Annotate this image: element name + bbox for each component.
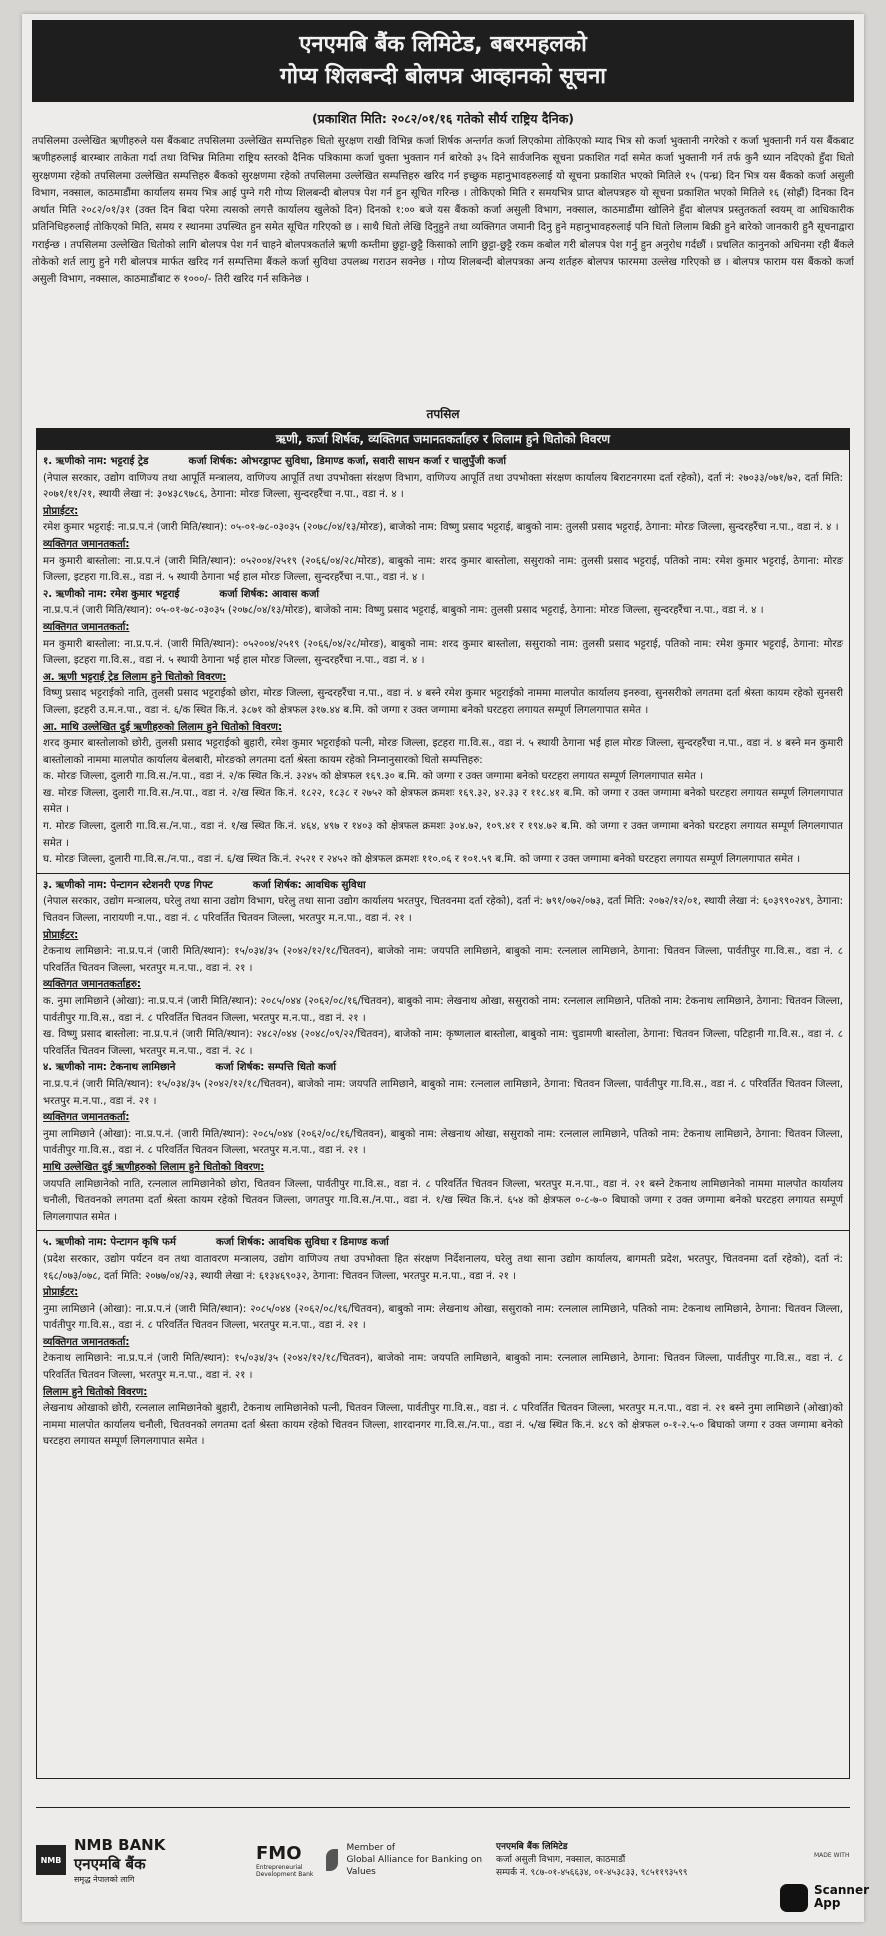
loan-1: कर्जा शिर्षक: ओभरड्राफ्ट सुविधा, डिमाण्ड कर्जा, सवारी साधन कर्जा र चालुपुँजी कर्जा xyxy=(188,456,507,467)
loan-4: कर्जा शिर्षक: सम्पत्ति धितो कर्जा xyxy=(215,1062,336,1074)
proprietor-5: नुमा लामिछाने (ओखा): ना.प्र.प.नं (जारी मिति/स्थान): २०८५/०४४ (२०६२/०८/१६/चितवन), बाबुको नाम: लेखनाथ ओखा, ससुराको नाम: रत्नलाल लामिछाने, पतिको नाम: टेकनाथ लामिछाने, ठेगाना: चितवन जिल्ला, पार्वतीपुर गा.वि.स., वडा नं. ८ परिवर्तित चितवन जिल्ला, भरतपुर म.न.पा., वडा नं. २१ । xyxy=(43,1303,843,1332)
published-date: (प्रकाशित मिति: २०८२/०१/१६ गतेको सौर्य राष्ट्रिय दैनिक) xyxy=(311,111,575,126)
proprietor-1: रमेश कुमार भट्टराई: ना.प्र.प.नं (जारी मिति/स्थान): ०५-०१-७८-०३०३५ (२०७८/०४/१३/मोरङ), बाजेको नाम: विष्णु प्रसाद भट्टराई, बाबुको नाम: तुलसी प्रसाद भट्टराई, ठेगाना: मोरङ जिल्ला, सुन्दरहरैंचा न.पा., वडा नं. ४ । xyxy=(43,522,839,534)
scanner-app-name: Scanner App xyxy=(814,1883,869,1910)
intro-paragraph: तपसिलमा उल्लेखित ऋणीहरुले यस बैंकबाट तपसिलमा उल्लेखित सम्पत्तिहरु धितो सुरक्षण राखी विभिन्न कर्जा शिर्षक अन्तर्गत कर्जा लिएकोमा तोकिएको म्याद भित्र सो कर्जा भुक्तानी नगरेको र कर्जा भुक्तानी गर्न यस बैंकबाट ऋणीहरुलाई बारम्बार ताकेता गर्दा तथा विभिन्न मितिमा राष्ट्रिय स्तरको दैनिक पत्रिकामा कर्जा चुक्ता भुक्तान गर्न बारेको ३५ दिने सार्वजनिक सूचना प्रकाशित गर्दा समेत कर्जा भुक्तानी गर्न तर्फ कुनै ध्यान नदिएको हुँदा धितो सुरक्षणमा रहेको तपसिलमा उल्लेखित सम्पत्तिहरु बैंकको सुरक्षणमा रहेको तपसिलमा उल्लेखित सम्पत्तिहरु खरिद गर्न इच्छुक महानुभावहरुलाई यो सूचना प्रकाशित भएको मितिले १५ (पन्ध्र) दिन भित्र यस बैंकको कर्जा असुली विभाग, नक्साल, काठमाडौंमा कार्यालय समय भित्र आई पुग्ने गरी गोप्य शिलबन्दी बोलपत्र पेश गर्न हुन सूचित गरिन्छ । तोकिएको मिति र समयभित्र प्राप्त बोलपत्रहरु यो सूचना प्रकाशित भएको मितिले १६ (सोह्रौं) दिनका दिन अर्थात मिति २०८२/०१/३१ (उक्त दिन बिदा परेमा त्यसको लगत्तै कार्यालय खुलेको दिन) दिनको १:०० बजे यस बैंकको कर्जा असुली विभाग, नक्साल, काठमाडौंमा खोलिने हुँदा बोलपत्र प्रस्तुतकर्ता स्वयम् वा आधिकारीक प्रतिनिधिहरुलाई तोकिएको मिति, समय र स्थानमा उपस्थित हुन समेत सूचित गरिएको छ । साथै धितो लेखि दिनुहुने तथा व्यक्तिगत जमानी दिनु हुने महानुभावहरुलाई पनि धितो लिलाम बिक्री हुने बारेको जानकारी हुनै सूचनाद्वारा गराईन्छ । तपसिलमा उल्लेखित धितोको लागि बोलपत्र पेश गर्न चाहने बोलपत्रकर्ताले ऋणी कम्तीमा छुट्टा-छुट्टै किसाको लागि छुट्टा-छुट्टै रकम कबोल गरी बोलपत्र पेश गर्नु हुन अनुरोध गर्दछौं । प्रचलित कानुनको अधिनमा रही बैंकले तोकेको शर्त लागु हुने गरी बोलपत्र मार्फत खरिद गर्न सम्पत्तिमा बैंकले कर्जा सुविधा उपलब्ध गराउन सक्नेछ । गोप्य शिलबन्दी बोलपत्रका अन्य शर्तहरु बोलपत्र फारममा उल्लेख गरिएको छ । बोलपत्र फाराम यस बैंकको कर्जा असुली विभाग, नक्साल, काठमाडौंबाट रु १०००/- तिरी खरिद गर्न सकिनेछ । xyxy=(32,136,854,286)
nmb-name-en: NMB BANK xyxy=(74,1835,166,1854)
guarantor-h-3: व्यक्तिगत जमानतकर्ताहरु: xyxy=(43,979,141,991)
gabv-block xyxy=(326,1842,496,1878)
tapsil-heading: तपसिल xyxy=(426,407,460,421)
guarantor-2: मन कुमारी बास्तोला: ना.प्र.प.नं. (जारी मिति/स्थान): ०५२००४/२५१९ (२०६६/०४/२८/मोरङ), बाबुको नाम: शरद कुमार बास्तोला, ससुराको नाम: तुलसी प्रसाद भट्टराई, पतिको नाम: रमेश कुमार भट्टराई, ठेगाना: मोरङ जिल्ला, इटहरा गा.वि.स., वडा नं. ५ स्थायी ठेगाना भई हाल मोरङ जिल्ला, सुन्दरहरैंचा न.पा., वडा नं. ४ । xyxy=(43,638,843,667)
contact-phone: सम्पर्क नं. ९८७-०१-४५६६३४, ०१-४५३८३३, ९८५११९३५९९ xyxy=(496,1867,688,1878)
borrower-5: ५. ऋणीको नाम: पेन्टागन कृषि फर्म xyxy=(43,1237,176,1249)
collat-item-ga: ग. मोरङ जिल्ला, दुलारी गा.वि.स./न.पा., वडा नं. १/ख स्थित कि.नं. ४६४, ४९७ र १४०३ को क्षेत्रफल क्रमशः ३०४.७२, १०९.४१ र १९४.७२ ब.मि. को जग्गा र उक्त जग्गामा बनेको घरटहरा लगायत सम्पूर्ण लिगलगापात समेत । xyxy=(43,821,843,849)
scanner-made-with: MADE WITH xyxy=(814,1852,850,1859)
title-band xyxy=(32,20,854,102)
nmb-tagline: समृद्ध नेपालको लागि xyxy=(74,1874,135,1884)
guarantor-h-1: व्यक्तिगत जमानतकर्ता: xyxy=(43,538,130,550)
guarantor-5: टेकनाथ लामिछाने: ना.प्र.प.नं (जारी मिति/स्थान): १५/०३४/३५ (२०४२/१२/१८/चितवन), बाजेको नाम: जयपति लामिछाने, बाबुको नाम: रत्नलाल लामिछाने, ठेगाना: चितवन जिल्ला, पार्वतीपुर गा.वि.स., वडा नं. ८ परिवर्तित चितवन जिल्ला, भरतपुर म.न.पा., वडा नं. २१ । xyxy=(43,1353,843,1382)
proprietor-h-3: प्रोप्राईटर: xyxy=(43,929,79,941)
guarantor-4: नुमा लामिछाने (ओखा): ना.प्र.प.नं. (जारी मिति/स्थान): २०८५/०४४ (२०६२/०८/१६/चितवन), बाबुको नाम: लेखनाथ ओखा, ससुराको नाम: रत्नलाल लामिछाने, पतिको नाम: टेकनाथ लामिछाने, ठेगाना: चितवन जिल्ला, पार्वतीपुर गा.वि.स., वडा नं. ८ परिवर्तित चितवन जिल्ला, भरतपुर म.न.पा., वडा नं. २१ । xyxy=(43,1128,843,1157)
fmo-logo xyxy=(256,1843,326,1878)
guarantor-1: मन कुमारी बास्तोला: ना.प्र.प.नं (जारी मिति/स्थान): ०५२००४/२५१९ (२०६६/०४/२८/मोरङ), बाबुको नाम: शरद कुमार बास्तोला, ससुराको नाम: तुलसी प्रसाद भट्टराई, पतिको नाम: रमेश कुमार भट्टराई, ठेगाना: मोरङ जिल्ला, इटहरा गा.वि.स., वडा नं. ५ स्थायी ठेगाना भई हाल मोरङ जिल्ला, सुन्दरहरैंचा न.पा., वडा नं. ४ । xyxy=(43,555,843,584)
reg-3: (नेपाल सरकार, उद्योग मन्त्रालय, घरेलु तथा साना उद्योग विभाग, घरेलु तथा साना उद्योग कार्यालय भरतपुर, चितवनमा दर्ता रहेको), दर्ता नं: ७९१/०७२/०७३, दर्ता मिति: २०७२/१२/०१, स्थायी लेखा नं: ६०३९९०२४९, ठेगाना: चितवन जिल्ला, नारायणी न.पा., वडा नं. ८ परिवर्तित चितवन जिल्ला, भरतपुर म.न.पा., वडा नं. २१ । xyxy=(43,896,843,925)
separator xyxy=(37,873,849,874)
nmb-bank-logo-block xyxy=(36,1836,256,1885)
collat-h-4: माथि उल्लेखित दुई ऋणीहरुको लिलाम हुने धितोको विवरण: xyxy=(43,1161,265,1173)
collat-item-gha: घ. मोरङ जिल्ला, दुलारी गा.वि.स./न.पा., वडा नं. ६/ख स्थित कि.नं. २५२१ र २४५२ को क्षेत्रफल क्रमशः ११०.०६ र १०१.५९ ब.मि. को जग्गा र उक्त जग्गामा बनेको घरटहरा लगायत सम्पूर्ण लिगलगापात समेत । xyxy=(43,854,801,866)
borrower-2: २. ऋणीको नाम: रमेश कुमार भट्टराई xyxy=(43,588,180,600)
gabv-leaf-icon xyxy=(326,1849,338,1871)
loan-3: कर्जा शिर्षक: आवधिक सुविधा xyxy=(252,879,366,891)
proprietor-h-5: प्रोप्राईटर: xyxy=(43,1287,79,1299)
title-line-1: एनएमबि बैंक लिमिटेड, बबरमहलको xyxy=(299,32,587,57)
fmo-name: FMO xyxy=(256,1842,302,1864)
contact-bank: एनएमबि बैंक लिमिटेड xyxy=(496,1841,568,1852)
collat-4: जयपति लामिछानेको नाति, रत्नलाल लामिछानेको छोरा, चितवन जिल्ला, पार्वतीपुर गा.वि.स., वडा नं. ८ परिवर्तित चितवन जिल्ला, भरतपुर म.न.पा., वडा नं. २१ बस्ने टेकनाथ लामिछानेको नाममा मालपोत कार्यालय चनौली, चितवनको लगतमा दर्ता श्रेस्ता कायम रहेको चितवन जिल्ला, जगतपुर गा.वि.स./न.पा., वडा नं. १/ख स्थित कि.नं. ६५४ को क्षेत्रफल ०-८-७-० बिघाको जग्गा र उक्त जग्गामा बनेको घरटहरा लगायत सम्पूर्ण लिगलगापात समेत । xyxy=(43,1178,843,1223)
separator xyxy=(37,1230,849,1231)
collat-a-h: अ. ऋणी भट्टराई ट्रेड लिलाम हुने धितोको विवरण: xyxy=(43,671,227,683)
details-box xyxy=(36,450,850,1779)
guarantor-3-ka: क. नुमा लामिछाने (ओखा): ना.प्र.प.नं (जारी मिति/स्थान): २०८५/०४४ (२०६२/०८/१६/चितवन), बाबुको नाम: लेखनाथ ओखा, ससुराको नाम: रत्नलाल लामिछाने, पतिको नाम: टेकनाथ लामिछाने, ठेगाना: चितवन जिल्ला, पार्वतीपुर गा.वि.स., वडा नं. ८ परिवर्तित चितवन जिल्ला, भरतपुर म.न.पा., वडा नं. २१ । xyxy=(43,996,843,1024)
borrower-1: १. ऋणीको नाम: भट्टराई ट्रेड xyxy=(43,456,149,467)
borrower-3: ३. ऋणीको नाम: पेन्टागन स्टेशनरी एण्ड गिफ्ट xyxy=(43,879,213,891)
notice-paper xyxy=(22,14,864,1922)
collat-item-ka: क. मोरङ जिल्ला, दुलारी गा.वि.स./न.पा., वडा नं. २/क स्थित कि.नं. ३२४५ को क्षेत्रफल १६९.३० ब.मि. को जग्गा र उक्त जग्गामा बनेको घरटहरा लगायत सम्पूर्ण लिगलगापात समेत । xyxy=(43,771,704,783)
nmb-logo-icon: NMB xyxy=(36,1845,66,1875)
footer xyxy=(36,1807,850,1912)
guarantor-h-2: व्यक्तिगत जमानतकर्ता: xyxy=(43,621,130,633)
gabv-name: Global Alliance for Banking on Values xyxy=(346,1855,483,1877)
member-of-label: Member of xyxy=(346,1843,396,1853)
reg-2: ना.प्र.प.नं (जारी मिति/स्थान): ०५-०१-७८-०३०३५ (२०७८/०४/१३/मोरङ), बाजेको नाम: विष्णु प्रसाद भट्टराई, बाबुको नाम: तुलसी प्रसाद भट्टराई, ठेगाना: मोरङ जिल्ला, सुन्दरहरैंचा न.पा., वडा नं. ४ । xyxy=(43,605,764,617)
fmo-sub: Entrepreneurial Development Bank xyxy=(256,1863,314,1878)
collat-h-5: लिलाम हुने धितोको विवरण: xyxy=(43,1386,148,1398)
collat-b: शरद कुमार बास्तोलाको छोरी, तुलसी प्रसाद भट्टराईको बुहारी, रमेश कुमार भट्टराईको पत्नी, मोरङ जिल्ला, इटहरा गा.वि.स., वडा नं. ५ स्थायी ठेगाना भई हाल मोरङ जिल्ला, सुन्दरहरैंचा न.पा., वडा नं. ४ बस्ने मन कुमारी बास्तोलाको नाममा मालपोत कार्यालय बेलबारी, मोरङको लगतमा दर्ता श्रेस्ता कायम रहेको निम्नानुसारको धितो सम्पत्तिहरु: xyxy=(43,738,843,766)
collat-5: लेखनाथ ओखाको छोरी, रत्नलाल लामिछानेको बुहारी, टेकनाथ लामिछानेको पत्नी, चितवन जिल्ला, पार्वतीपुर गा.वि.स., वडा नं. ८ परिवर्तित चितवन जिल्ला, भरतपुर म.न.पा., वडा नं. २१ बस्ने नुमा लामिछाने (ओखा)को नाममा मालपोत कार्यालय चनौली, चितवनको लगतमा दर्ता श्रेस्ता कायम रहेको चितवन जिल्ला, शारदानगर गा.वि.स./न.पा., वडा नं. ५/ख स्थित कि.नं. ४८९ को क्षेत्रफल ०-१-२.५-० बिघाको जग्गा र उक्त जग्गामा बनेको घरटहरा लगायत सम्पूर्ण लिगलगापात समेत । xyxy=(43,1403,843,1448)
loan-5: कर्जा शिर्षक: आवधिक सुविधा र डिमाण्ड कर्जा xyxy=(215,1237,389,1249)
guarantor-h-4: व्यक्तिगत जमानतकर्ता: xyxy=(43,1112,130,1124)
reg-4: ना.प्र.प.नं (जारी मिति/स्थान): १५/०३४/३५ (२०४२/१२/१८/चितवन), बाजेको नाम: जयपति लामिछाने, बाबुको नाम: रत्नलाल लामिछाने, ठेगाना: चितवन जिल्ला, पार्वतीपुर गा.वि.स., वडा नं. ८ परिवर्तित चितवन जिल्ला, भरतपुर म.न.पा., वडा नं. २१ । xyxy=(43,1078,843,1107)
collat-b-h: आ. माथि उल्लेखित दुई ऋणीहरुको लिलाम हुने धितोको विवरण: xyxy=(43,721,283,733)
guarantor-h-5: व्यक्तिगत जमानतकर्ता: xyxy=(43,1336,130,1348)
title-line-2: गोप्य शिलबन्दी बोलपत्र आव्हानको सूचना xyxy=(279,64,606,89)
loan-2: कर्जा शिर्षक: आवास कर्जा xyxy=(219,588,320,600)
collat-item-kha: ख. मोरङ जिल्ला, दुलारी गा.वि.स./न.पा., वडा नं. २/ख स्थित कि.नं. १८२२, १८३८ र २७५२ को क्षेत्रफल क्रमशः १६९.३२, ४२.३३ र ११८.४१ ब.मि. को जग्गा र उक्त जग्गामा बनेको घरटहरा लगायत सम्पूर्ण लिगलगापात समेत । xyxy=(43,787,843,816)
guarantor-3-kha: ख. विष्णु प्रसाद बास्तोला: ना.प्र.प.नं (जारी मिति/स्थान): २४८२/०४४ (२०४८/०९/२२/चितवन), बाजेको नाम: कृष्णलाल बास्तोला, बाबुको नाम: चुडामणी बास्तोला, ठेगाना: चितवन जिल्ला, पटिहानी गा.वि.स., वडा नं. ८ परिवर्तित चितवन जिल्ला, भरतपुर म.न.पा., वडा नं. २८ । xyxy=(43,1029,843,1057)
proprietor-h-1: प्रोप्राईटर: xyxy=(43,505,79,517)
proprietor-3: टेकनाथ लामिछाने: ना.प्र.प.नं (जारी मिति/स्थान): १५/०३४/३५ (२०४२/१२/१८/चितवन), बाजेको नाम: जयपति लामिछाने, बाबुको नाम: रत्नलाल लामिछाने, ठेगाना: चितवन जिल्ला, पार्वतीपुर गा.वि.स., वडा नं. ८ परिवर्तित चितवन जिल्ला, भरतपुर म.न.पा., वडा नं. २१ । xyxy=(43,946,843,974)
reg-5: (प्रदेश सरकार, उद्योग पर्यटन वन तथा वातावरण मन्त्रालय, उद्योग वाणिज्य तथा उपभोक्ता हित संरक्षण निर्देशनालय, घरेलु तथा साना उद्योग कार्यालय, बागमती प्रदेश, भरतपुर, चितवनमा दर्ता रहेको), दर्ता नं: १६८/०७३/०७८, दर्ता मिति: २०७७/०४/२३, स्थायी लेखा नं: ६१३४६९०३२, ठेगाना: चितवन जिल्ला, भरतपुर म.न.पा., वडा नं. २१ । xyxy=(43,1253,843,1282)
collat-a: विष्णु प्रसाद भट्टराईको नाति, तुलसी प्रसाद भट्टराईको छोरा, मोरङ जिल्ला, सुन्दरहरैंचा न.पा., वडा नं. ४ बस्ने रमेश कुमार भट्टराईको नाममा मालपोत कार्यालय इनरुवा, सुनसरीको लगतमा दर्ता श्रेस्ता कायम रहेको सुनसरी जिल्ला, इटहरी उ.म.न.पा., वडा नं. ६/क स्थित कि.नं. ३८७१ को क्षेत्रफल ३१७.४४ ब.मि. को जग्गा र उक्त जग्गामा बनेको घरटहरा लगायत सम्पूर्ण लिगलगापात समेत । xyxy=(43,688,843,716)
scanner-app-icon xyxy=(780,1884,808,1912)
nmb-name-np: एनएमबि बैंक xyxy=(74,1854,146,1873)
borrower-4: ४. ऋणीको नाम: टेकनाथ लामिछाने xyxy=(43,1062,176,1074)
contact-dept: कर्जा असुली विभाग, नक्साल, काठमाडौं xyxy=(496,1854,626,1865)
detail-header: ऋणी, कर्जा शिर्षक, व्यक्तिगत जमानतकर्ताहरु र लिलाम हुने धितोको विवरण xyxy=(36,428,850,450)
scanner-app-watermark xyxy=(780,1852,876,1912)
reg-1: (नेपाल सरकार, उद्योग वाणिज्य तथा आपूर्ति मन्त्रालय, वाणिज्य आपूर्ति तथा उपभोक्ता संरक्षण विभाग, वाणिज्य आपूर्ति तथा उपभोक्ता संरक्षण कार्यालय बिराटनगरमा दर्ता रहेको), दर्ता नं: २७०३३/०७१/७२, दर्ता मिति: २०७१/११/२१, स्थायी लेखा नं: ३०४३८९७८६, ठेगाना: मोरङ जिल्ला, सुन्दरहरैंचा न.पा., वडा नं. ४ । xyxy=(43,472,843,501)
